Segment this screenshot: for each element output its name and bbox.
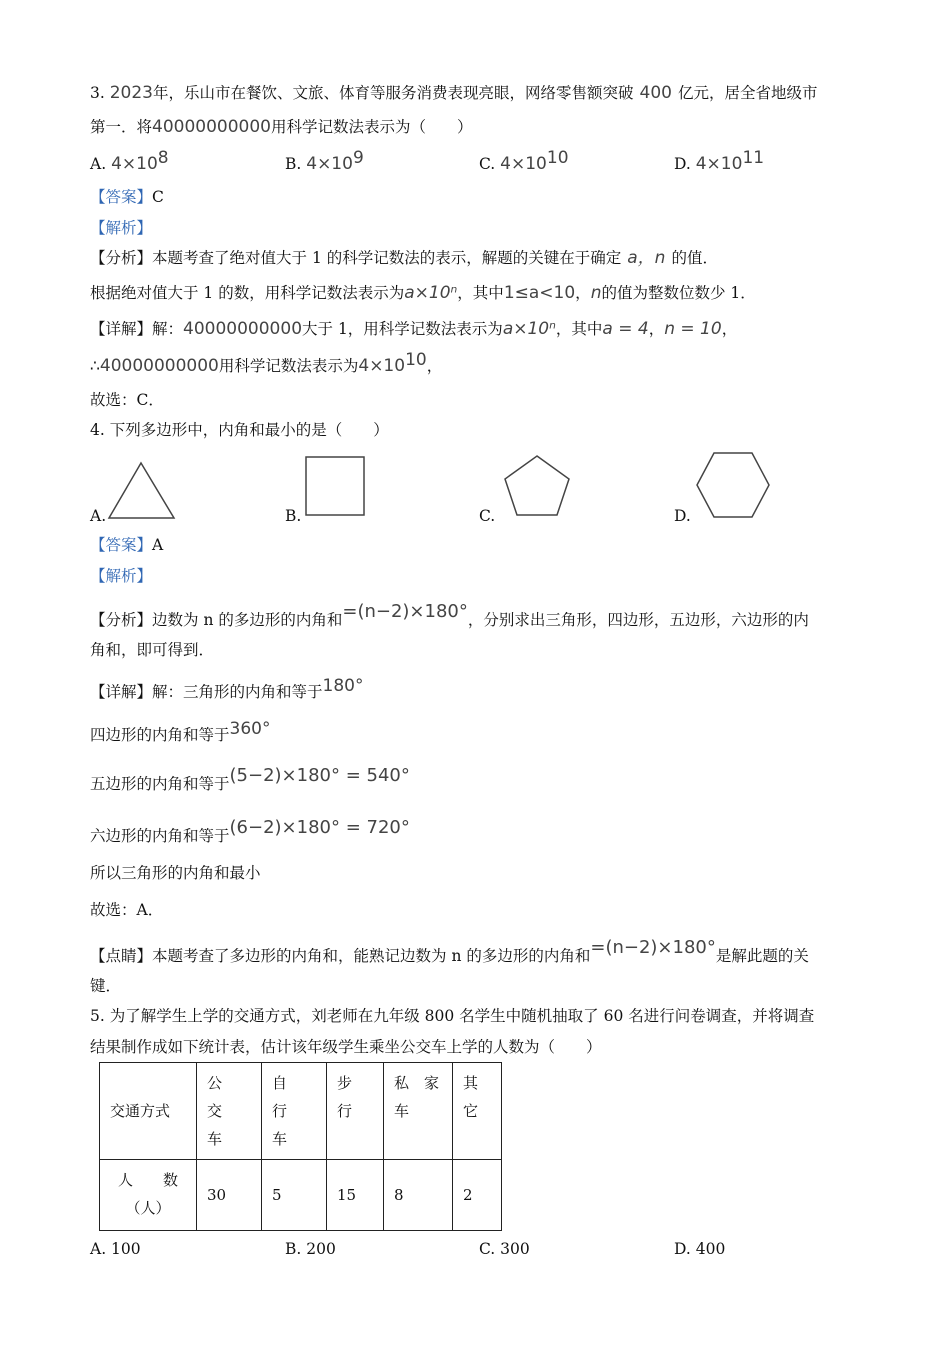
q3-text2: 第一．将: [90, 118, 153, 136]
rule-form: a×10ⁿ: [404, 283, 458, 303]
q4-option-b[interactable]: B.: [285, 507, 302, 525]
option-exp: 9: [352, 147, 364, 168]
q3-amount: 400: [639, 83, 672, 103]
fenxi-text: 边数为 n 的多边形的内角和: [152, 611, 343, 629]
q4-fenxi: [90, 601, 809, 631]
detail-text3: ，其中: [555, 320, 603, 338]
table-header-cell: 步 行: [327, 1063, 384, 1160]
detail-text5: ，: [721, 320, 738, 338]
table-header-cell: 交通方式: [100, 1063, 197, 1160]
table-cell: 8: [384, 1160, 453, 1231]
option-exp: 10: [546, 147, 569, 168]
q4-answer: [90, 534, 163, 556]
option-exp: 11: [742, 147, 765, 168]
q3-answer: [90, 186, 164, 208]
q3-therefore: [90, 349, 443, 377]
table-cell: 15: [327, 1160, 384, 1231]
answer-value: C: [152, 188, 164, 206]
detail-text2: 大于 1，用科学记数法表示为: [302, 320, 503, 338]
detail-text: 解：: [152, 320, 184, 338]
quad-sum: 360°: [229, 719, 271, 739]
q4-conclusion: 所以三角形的内角和最小: [90, 864, 261, 882]
q4-quad: [90, 719, 271, 746]
hexa-text: 六边形的内角和等于: [90, 827, 230, 845]
fenxi-text2: 的值．: [671, 249, 718, 267]
therefore-base: 4×10: [358, 356, 406, 376]
q4-option-c[interactable]: C.: [479, 507, 496, 525]
dianjing-formula: =(n−2)×180°: [590, 937, 716, 958]
detail-n: n = 10: [664, 319, 722, 339]
therefore-end: ，: [426, 357, 443, 375]
q3-choose: 故选：C．: [90, 391, 164, 409]
table-header-cell: 公 交 车: [197, 1063, 262, 1160]
q3-option-b[interactable]: [285, 147, 364, 175]
q4-question: 4. 下列多边形中，内角和最小的是（ ）: [90, 421, 389, 439]
q4-analysis-tag: 【解析】: [90, 567, 153, 585]
q3-text2-suffix: 用科学记数法表示为（ ）: [271, 118, 473, 136]
detail-number: 40000000000: [183, 319, 303, 339]
table-cell: 2: [453, 1160, 502, 1231]
q4-option-d[interactable]: D.: [674, 507, 691, 525]
dianjing-tag: 【点睛】: [90, 947, 153, 965]
q4-fenxi-line2: 角和，即可得到．: [90, 641, 215, 659]
q4-dianjing: [90, 937, 809, 967]
table-header-cell: 其 它: [453, 1063, 502, 1160]
q3-fenxi: [90, 247, 718, 269]
q3-option-d[interactable]: [674, 147, 765, 175]
option-label: A.: [90, 155, 112, 173]
detail-tag: 【详解】: [90, 683, 153, 701]
rule-text: 根据绝对值大于 1 的数，用科学记数法表示为: [90, 284, 405, 302]
table-header-cell: 自 行 车: [262, 1063, 327, 1160]
hexagon-icon: [693, 450, 773, 520]
dianjing-text: 本题考查了多边形的内角和，能熟记边数为 n 的多边形的内角和: [152, 947, 591, 965]
fenxi-text: 本题考查了绝对值大于 1 的科学记数法的表示，解题的关键在于确定: [152, 249, 622, 267]
q5-line1: 5. 为了解学生上学的交通方式，刘老师在九年级 800 名学生中随机抽取了 60 名进行问卷调查，并将调查: [90, 1007, 815, 1025]
square-icon: [304, 455, 368, 519]
option-label: B.: [285, 155, 307, 173]
q3-big-number: 40000000000: [152, 117, 271, 137]
q3-analysis-tag: 【解析】: [90, 219, 153, 237]
q3-option-c[interactable]: [479, 147, 569, 175]
q4-dianjing-line2: 键．: [90, 977, 122, 995]
answer-tag: 【答案】: [90, 188, 153, 206]
answer-value: A: [152, 536, 164, 554]
triangle-sum: 180°: [322, 676, 364, 696]
penta-sum: (5−2)×180° = 540°: [229, 765, 410, 786]
rule-n: n: [590, 283, 602, 303]
fenxi-tag: 【分析】: [90, 249, 153, 267]
rule-text4: 的值为整数位数少 1．: [601, 284, 756, 302]
table-cell: 30: [197, 1160, 262, 1231]
detail-text4: ，: [648, 320, 665, 338]
fenxi-text2: ，分别求出三角形，四边形，五边形，六边形的内: [467, 611, 809, 629]
table-header-cell: 私 家 车: [384, 1063, 453, 1160]
option-label: D.: [674, 155, 696, 173]
therefore-text: 用科学记数法表示为: [218, 357, 359, 375]
table-header-row: [100, 1063, 502, 1160]
q3-text-suffix: 亿元，居全省地级市: [677, 84, 818, 102]
pentagon-icon: [502, 453, 572, 519]
therefore-symbol: ∴: [90, 357, 100, 375]
detail-text: 解：三角形的内角和等于: [152, 683, 323, 701]
therefore-number: 40000000000: [99, 356, 219, 376]
quad-text: 四边形的内角和等于: [90, 726, 230, 744]
q5-option-b[interactable]: B. 200: [285, 1240, 336, 1258]
q3-detail: [90, 318, 737, 340]
option-base: 4×10: [500, 154, 547, 174]
formula: =(n−2)×180°: [342, 601, 468, 622]
q3-line1: [90, 82, 817, 104]
q4-hexa: [90, 817, 410, 847]
therefore-exp: 10: [405, 349, 427, 370]
q3-number: 3.: [90, 84, 110, 102]
detail-form: a×10ⁿ: [502, 319, 556, 339]
penta-text: 五边形的内角和等于: [90, 775, 230, 793]
hexa-sum: (6−2)×180° = 720°: [229, 817, 410, 838]
option-exp: 8: [157, 147, 169, 168]
option-base: 4×10: [111, 154, 158, 174]
option-base: 4×10: [306, 154, 353, 174]
q5-option-d[interactable]: D. 400: [674, 1240, 726, 1258]
rule-text3: ，: [575, 284, 591, 302]
q4-detail: [90, 676, 364, 703]
fenxi-tag: 【分析】: [90, 611, 153, 629]
q3-option-a[interactable]: [90, 147, 169, 175]
rule-range: 1≤a<10: [503, 283, 576, 303]
table-cell: 5: [262, 1160, 327, 1231]
dianjing-text2: 是解此题的关: [715, 947, 809, 965]
triangle-icon: [106, 460, 178, 522]
option-base: 4×10: [695, 154, 743, 174]
detail-a: a = 4: [602, 319, 649, 339]
answer-tag: 【答案】: [90, 536, 153, 554]
table-row-label: 人 数 （人）: [100, 1160, 197, 1231]
detail-tag: 【详解】: [90, 320, 153, 338]
rule-text2: ，其中: [457, 284, 504, 302]
q3-line2: [90, 116, 473, 138]
q4-choose: 故选：A．: [90, 901, 164, 919]
transport-stats-table: [99, 1062, 502, 1231]
q3-year: 2023: [109, 83, 153, 103]
q5-line2: 结果制作成如下统计表，估计该年级学生乘坐公交车上学的人数为（ ）: [90, 1038, 602, 1056]
q5-option-c[interactable]: C. 300: [479, 1240, 530, 1258]
q5-option-a[interactable]: A. 100: [90, 1240, 141, 1258]
table-row: [100, 1160, 502, 1231]
q4-penta: [90, 765, 410, 795]
q3-rule: [90, 282, 756, 304]
q3-text: 年，乐山市在餐饮、文旅、体育等服务消费表现亮眼，网络零售额突破: [152, 84, 634, 102]
q4-option-a[interactable]: A.: [90, 507, 107, 525]
fenxi-vars: a，n: [627, 248, 666, 268]
option-label: C.: [479, 155, 501, 173]
